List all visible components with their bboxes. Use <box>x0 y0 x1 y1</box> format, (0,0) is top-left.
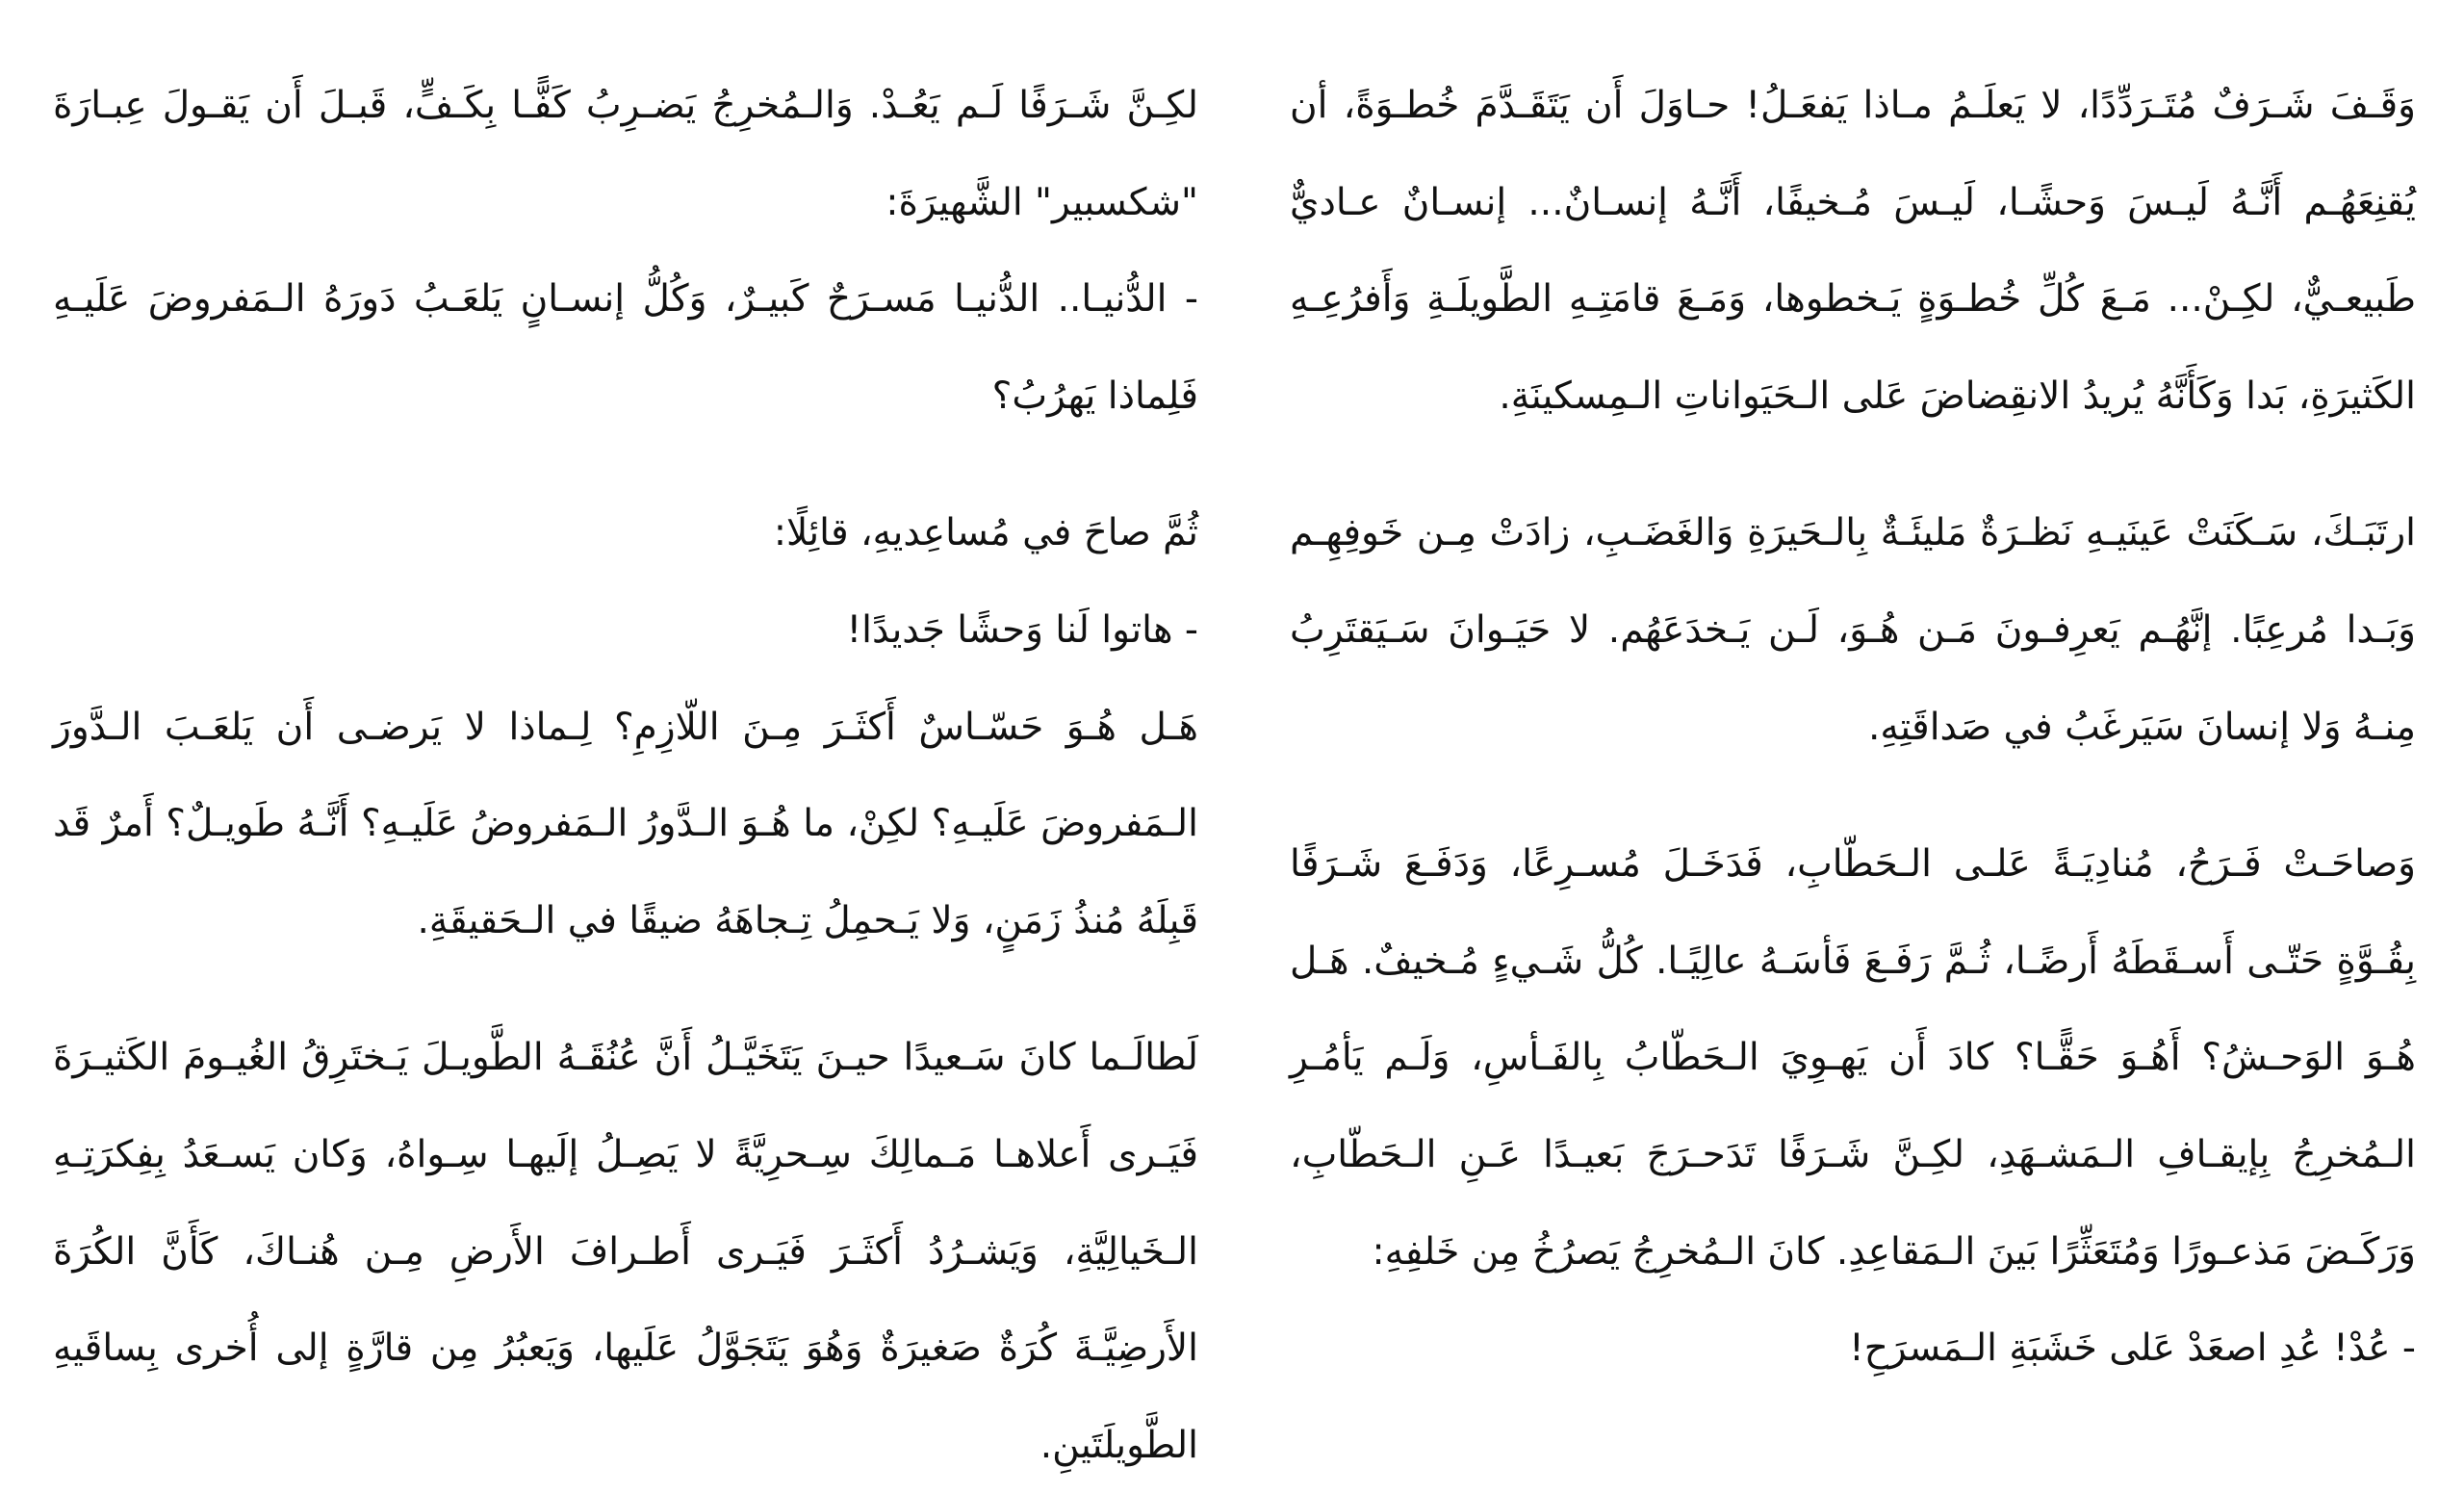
dialogue-line: - عُدْ! عُدِ اصعَدْ عَلى خَشَبَةِ الـمَسرَحِ! <box>1849 1327 2416 1371</box>
paragraph: ثُمَّ صاحَ في مُساعِديهِ، قائِلًا: <box>773 511 1198 555</box>
paragraph: وَقَـفَ شَـرَفٌ مُتَـرَدِّدًا، لا يَعلَـمُ مـاذا يَفعَـلُ! حـاوَلَ أَن يَتَقَـدَّمَ خُطـوَةً، أن يُقنِعَهُـم أَنَّـهُ لَيـسَ وَحشًـا، لَيـسَ مُـخيفًا، أَنَّـهُ إنسـانٌ... إنسـانٌ عـاديٌّ طَبيعـيٌّ، لكِـنْ... مَـعَ كُلِّ خُطـوَةٍ يَـخطوها، وَمَـعَ قامَتِـهِ الطَّويلَـةِ وَأَفرُعِـهِ الكَثيرَةِ، بَدا وَكَأَنَّهُ يُريدُ الانقِضاضَ عَلى الـحَيَواناتِ الـمِسكينَةِ. <box>1290 84 2416 418</box>
paragraph: وَصاحَـتْ فَـرَحُ، مُنادِيَـةً عَلـى الـحَطّابِ، فَدَخَـلَ مُسـرِعًا، وَدَفَـعَ شَـرَفًا بِقُـوَّةٍ حَتّـى أَسـقَطَهُ أَرضًـا، ثُـمَّ رَفَـعَ فَأسَـهُ عالِيًـا. كُلُّ شَـيءٍ مُـخيفٌ. هَـل هُـوَ الوَحـشُ؟ أَهُـوَ حَقًّـا؟ كادَ أَن يَهـوِيَ الـحَطّابُ بِالفَـأسِ، وَلَـم يَأمُـرِ الـمُخرِجُ بِإيقـافِ الـمَشـهَدِ، لكِـنَّ شَـرَفًا تَدَحـرَجَ بَعيـدًا عَـنِ الـحَطّابِ، وَرَكَـضَ مَذعـورًا وَمُتَعَثِّرًا بَينَ الـمَقاعِدِ. كانَ الـمُخرِجُ يَصرُخُ مِن خَلفِهِ: <box>1290 842 2416 1274</box>
right-page <box>1290 58 2416 1371</box>
paragraph: لكِـنَّ شَـرَفًا لَـم يَعُـدْ. وَالـمُخرِجُ يَضـرِبُ كَفًّـا بِكَـفٍّ، قَبـلَ أَن يَقـولَ عِبـارَةَ "شكسبير" الشَّهيرَةَ: <box>53 84 1198 224</box>
paragraph: ارتَبَـكَ، سَـكَنَتْ عَينَيـهِ نَظـرَةٌ مَليئَـةٌ بِالـحَيرَةِ وَالغَضَـبِ، زادَتْ مِـن خَوفِهِـم وَبَـدا مُرعِبًا. إنَّهُـم يَعرِفـونَ مَـن هُـوَ، لَـن يَـخدَعَهُم. لا حَيَـوانَ سَـيَقتَرِبُ مِنـهُ وَلا إنسانَ سَيَرغَبُ في صَداقَتِهِ. <box>1290 511 2416 749</box>
paragraph: هَـل هُـوَ حَسّـاسٌ أَكثَـرَ مِـنَ اللّازِمِ؟ لِـماذا لا يَرضـى أَن يَلعَـبَ الـدَّورَ الـمَفروضَ عَلَيـهِ؟ لكِنْ، ما هُـوَ الـدَّورُ الـمَفروضُ عَلَيـهِ؟ أَنَّـهُ طَويـلٌ؟ أَمرٌ قَد قَبِلَهُ مُنذُ زَمَنٍ، وَلا يَـحمِلُ تِـجاهَهُ ضيقًا في الـحَقيقَةِ. <box>53 705 1198 942</box>
dialogue-line: - هاتوا لَنا وَحشًا جَديدًا! <box>846 607 1198 652</box>
left-page <box>53 58 1198 1467</box>
dialogue-line: - الدُّنيـا.. الدُّنيـا مَسـرَحٌ كَبيـرٌ، وَكُلُّ إنسـانٍ يَلعَـبُ دَورَهُ الـمَفروضَ عَلَيـهِ فَلِماذا يَهرُبُ؟ <box>53 277 1198 418</box>
paragraph: لَطالَـما كانَ سَـعيدًا حيـنَ يَتَخَيَّـلُ أَنَّ عُنُقَـهُ الطَّويـلَ يَـختَرِقُ الغُيـومَ الكَثيـرَةَ فَيَـرى أَعلاهـا مَـمالِكَ سِـحرِيَّةً لا يَصِـلُ إلَيهـا سِـواهُ، وَكان يَسـعَدُ بِفِكرَتِـهِ الـخَيالِيَّةِ، وَيَشـرُدُ أَكثَـرَ فَيَـرى أَطـرافَ الأَرضِ مِـن هُنـاكَ، كَأَنَّ الكُرَةَ الأَرضِيَّـةَ كُرَةٌ صَغيرَةٌ وَهُوَ يَتَجَوَّلُ عَلَيها، وَيَعبُرُ مِن قارَّةٍ إلى أُخرى بِساقَيهِ الطَّويلَتَينِ. <box>53 1036 1198 1467</box>
